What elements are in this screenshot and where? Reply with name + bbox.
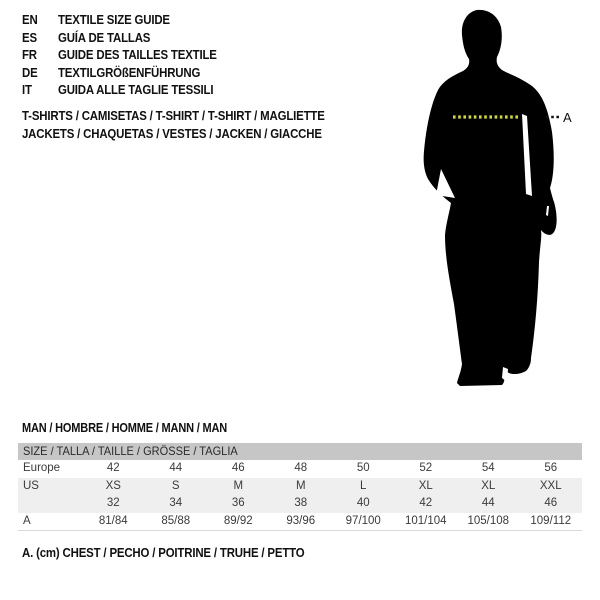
language-row: [22, 46, 238, 64]
size-value: M: [233, 479, 244, 492]
language-row: [22, 11, 238, 29]
size-value: 56: [544, 462, 558, 474]
language-title: TEXTILGRÖßENFÜHRUNG: [58, 64, 201, 80]
section-title-man: [22, 421, 255, 435]
size-value: 42: [419, 497, 433, 509]
section-title-text: MAN / HOMBRE / HOMME / MANN / MAN: [22, 421, 228, 435]
size-value: 50: [356, 462, 370, 474]
size-value: 54: [481, 462, 495, 474]
measurement-footnote: [22, 545, 343, 560]
table-row-chest-cm: [18, 513, 582, 531]
size-value: 44: [481, 497, 495, 509]
table-row-us: [18, 478, 582, 496]
size-value: XL: [481, 479, 496, 492]
language-code: ES: [22, 29, 37, 45]
size-value: 46: [544, 497, 558, 509]
language-title: GUÍA DE TALLAS: [58, 29, 151, 45]
size-value: 46: [231, 462, 245, 474]
size-value: M: [295, 479, 306, 492]
size-value: 93/96: [286, 514, 316, 527]
size-table: [18, 443, 582, 531]
size-value: XL: [418, 479, 433, 492]
size-value: 36: [231, 497, 245, 509]
size-value: 101/104: [404, 514, 447, 527]
language-title: GUIDE DES TAILLES TEXTILE: [58, 47, 217, 63]
size-value: XXL: [539, 479, 562, 492]
size-value: 38: [294, 497, 308, 509]
measurement-footnote-text: A. (cm) CHEST / PECHO / POITRINE / TRUHE / PETTO: [22, 545, 305, 560]
man-silhouette: [424, 10, 557, 386]
measure-label-a: A: [563, 110, 572, 125]
size-value: 97/100: [345, 514, 381, 527]
language-code: DE: [22, 64, 38, 80]
row-label: [18, 495, 82, 513]
language-list: [22, 11, 238, 99]
language-code: FR: [22, 47, 37, 63]
size-value: 85/88: [161, 514, 191, 527]
size-table-header-text: SIZE / TALLA / TAILLE / GRÖSSE / TAGLIA: [23, 444, 238, 458]
row-label: A: [23, 514, 31, 527]
table-row-numeric: [18, 495, 582, 513]
size-value: 52: [419, 462, 433, 474]
category-tshirts: T-SHIRTS / CAMISETAS / T-SHIRT / T-SHIRT / MAGLIETTE: [22, 108, 325, 123]
size-value: 42: [106, 462, 120, 474]
language-title: TEXTILE SIZE GUIDE: [58, 12, 170, 27]
category-jackets: JACKETS / CHAQUETAS / VESTES / JACKEN / GIACCHE: [22, 126, 322, 141]
size-value: XS: [105, 479, 121, 492]
language-row: [22, 29, 238, 47]
row-label: Europe: [23, 462, 61, 474]
size-value: 81/84: [98, 514, 128, 527]
size-value: 48: [294, 462, 308, 474]
size-value: 34: [169, 497, 183, 509]
row-label: US: [23, 479, 39, 492]
size-value: 89/92: [223, 514, 253, 527]
size-guide-figure: [405, 4, 580, 396]
language-row: [22, 81, 238, 99]
language-title: GUIDA ALLE TAGLIE TESSILI: [58, 82, 214, 98]
size-value: 44: [169, 462, 183, 474]
size-table-header: [18, 443, 582, 460]
size-value: S: [171, 479, 180, 492]
size-value: 109/112: [530, 514, 572, 527]
language-row: [22, 64, 238, 82]
language-code: EN: [22, 12, 38, 27]
table-row-europe: [18, 460, 582, 478]
garment-categories: [22, 107, 366, 143]
size-value: 32: [106, 497, 120, 509]
size-value: 40: [356, 497, 370, 509]
size-value: L: [360, 479, 367, 492]
size-value: 105/108: [467, 514, 510, 527]
language-code: IT: [22, 82, 32, 98]
